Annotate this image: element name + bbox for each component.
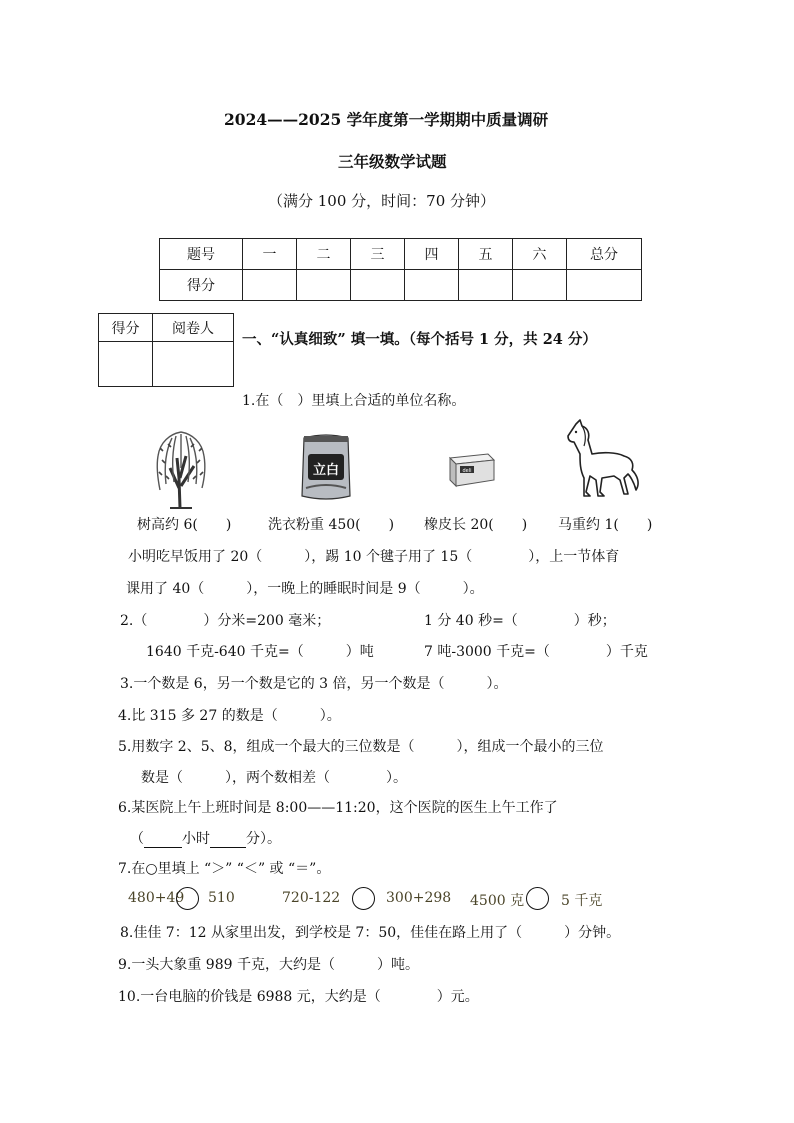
score-header-cell: 二 [297, 239, 351, 270]
grader-box [98, 313, 234, 387]
score-input-cell[interactable] [351, 270, 405, 301]
question-1-prompt: 1.在（ ）里填上合适的单位名称。 [242, 393, 466, 409]
score-header-cell: 一 [243, 239, 297, 270]
question-1-line-a: 小明吃早饭用了 20（ ），踢 10 个毽子用了 15（ ），上一节体育 [128, 549, 620, 565]
score-table [159, 238, 642, 301]
question-2-a: 2.（ ）分米=200 毫米； [120, 613, 331, 629]
page-title: 2024——2025 学年度第一学期期中质量调研 [224, 110, 549, 129]
horse-image [562, 418, 644, 500]
score-input-cell[interactable] [297, 270, 351, 301]
question-9: 9.一头大象重 989 千克，大约是（ ）吨。 [118, 957, 419, 973]
compare-right-3: 5 千克 [561, 893, 603, 909]
compare-circle-3[interactable] [526, 887, 549, 910]
question-1-line-b: 课用了 40（ ），一晚上的睡眠时间是 9（ ）。 [126, 581, 484, 597]
caption-tree: 树高约 6( ) [137, 517, 232, 533]
score-input-cell[interactable] [513, 270, 567, 301]
caption-detergent: 洗衣粉重 450( ) [268, 517, 395, 533]
grader-name-cell[interactable] [153, 342, 234, 387]
hour-blank[interactable] [144, 831, 182, 848]
score-header-cell: 六 [513, 239, 567, 270]
question-7-prompt: 7.在○里填上 “＞” “＜” 或 “＝”。 [118, 861, 331, 877]
caption-eraser: 橡皮长 20( ) [424, 517, 528, 533]
compare-left-3: 4500 克 [470, 893, 525, 909]
eraser-image [444, 448, 498, 488]
score-header-cell: 总分 [567, 239, 642, 270]
score-header-cell: 五 [459, 239, 513, 270]
score-row-label: 得分 [160, 270, 243, 301]
caption-horse: 马重约 1( ) [558, 517, 653, 533]
section-heading: 一、“认真细致” 填一填。（每个括号 1 分，共 24 分） [242, 331, 597, 348]
question-6-open-paren: （ [130, 831, 144, 847]
question-8: 8.佳佳 7：12 从家里出发，到学校是 7：50，佳佳在路上用了（ ）分钟。 [120, 925, 621, 941]
score-input-cell[interactable] [243, 270, 297, 301]
grader-score-label: 得分 [99, 314, 153, 342]
score-table-header-row [160, 239, 642, 270]
compare-right-2: 300+298 [386, 890, 452, 906]
score-input-cell[interactable] [567, 270, 642, 301]
minute-blank[interactable] [210, 831, 246, 848]
page-subtitle: 三年级数学试题 [338, 152, 447, 171]
score-input-cell[interactable] [405, 270, 459, 301]
detergent-bag-image [298, 432, 354, 502]
question-5-b: 数是（ ），两个数相差（ ）。 [141, 770, 407, 786]
score-input-cell[interactable] [459, 270, 513, 301]
grader-score-cell[interactable] [99, 342, 153, 387]
question-2-d: 7 吨-3000 千克=（ ）千克 [424, 644, 648, 660]
score-header-cell: 题号 [160, 239, 243, 270]
question-2-b: 1 分 40 秒=（ ）秒； [424, 613, 616, 629]
compare-left-2: 720-122 [282, 890, 341, 906]
score-header-cell: 四 [405, 239, 459, 270]
compare-circle-1[interactable] [176, 887, 199, 910]
question-6-b [130, 828, 281, 848]
question-2-c: 1640 千克-640 千克=（ ）吨 [146, 644, 374, 660]
eraser-brand-text: deli [462, 468, 472, 474]
willow-tree-image [150, 428, 212, 510]
question-6-hour-unit: 小时 [182, 831, 210, 847]
question-6-minute-unit: 分）。 [246, 831, 281, 847]
question-10: 10.一台电脑的价钱是 6988 元，大约是（ ）元。 [118, 989, 479, 1005]
question-3: 3.一个数是 6，另一个数是它的 3 倍，另一个数是（ ）。 [120, 676, 508, 692]
compare-left-1: 480+49 [128, 890, 185, 906]
grader-name-label: 阅卷人 [153, 314, 234, 342]
exam-info: （满分 100 分，时间：70 分钟） [268, 192, 496, 210]
question-6-a: 6.某医院上午上班时间是 8:00——11:20，这个医院的医生上午工作了 [118, 800, 558, 816]
score-table-score-row [160, 270, 642, 301]
question-4: 4.比 315 多 27 的数是（ ）。 [118, 708, 341, 724]
score-header-cell: 三 [351, 239, 405, 270]
compare-right-1: 510 [208, 890, 235, 906]
compare-circle-2[interactable] [352, 887, 375, 910]
question-5-a: 5.用数字 2、5、8，组成一个最大的三位数是（ ），组成一个最小的三位 [118, 739, 604, 755]
detergent-brand-text: 立白 [312, 463, 340, 478]
